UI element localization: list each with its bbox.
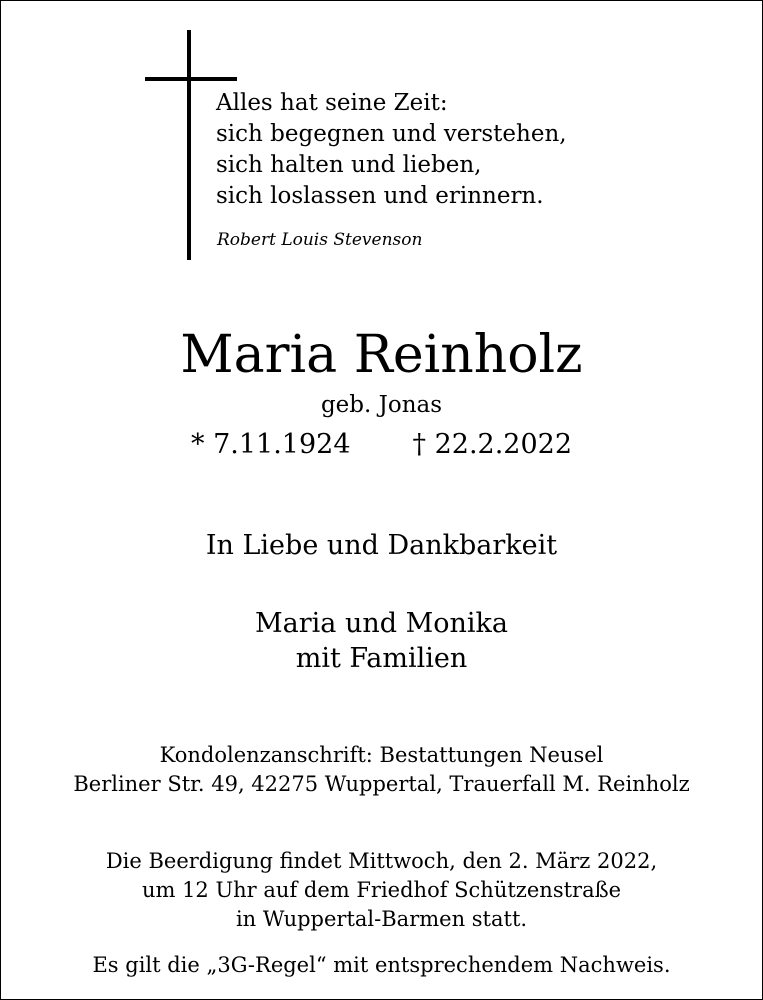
covid-notice: Es gilt die „3G-Regel“ mit entsprechendem Nachweis. (92, 953, 671, 977)
funeral-line: um 12 Uhr auf dem Friedhof Schützenstraße (141, 878, 622, 902)
birth-date: * 7.11.1924 (191, 429, 351, 460)
condolence-line: Kondolenzanschrift: Bestattungen Neusel (159, 743, 604, 767)
mourners-line: mit Familien (295, 643, 468, 674)
death-date: † 22.2.2022 (412, 429, 572, 460)
maiden-name: geb. Jonas (320, 392, 443, 418)
funeral-details (0, 847, 763, 934)
verse-author: Robert Louis Stevenson (217, 230, 423, 250)
funeral-line: in Wuppertal-Barmen statt. (235, 907, 528, 931)
cross-horizontal-bar (145, 77, 237, 81)
verse-block (216, 88, 567, 212)
deceased-name: Maria Reinholz (180, 325, 583, 385)
verse-line: sich halten und lieben, (216, 152, 482, 178)
condolence-line: Berliner Str. 49, 42275 Wuppertal, Trauerfall M. Reinholz (73, 772, 690, 796)
verse-line: sich loslassen und erinnern. (216, 183, 544, 209)
life-dates (0, 427, 763, 463)
mourners-block (0, 606, 763, 676)
dedication: In Liebe und Dankbarkeit (205, 530, 558, 561)
funeral-line: Die Beerdigung findet Mittwoch, den 2. März 2022, (105, 849, 658, 873)
condolence-address (0, 741, 763, 799)
mourners-line: Maria und Monika (255, 608, 508, 639)
verse-line: Alles hat seine Zeit: (216, 90, 448, 116)
cross-vertical-bar (187, 30, 191, 260)
verse-line: sich begegnen und verstehen, (216, 121, 567, 147)
